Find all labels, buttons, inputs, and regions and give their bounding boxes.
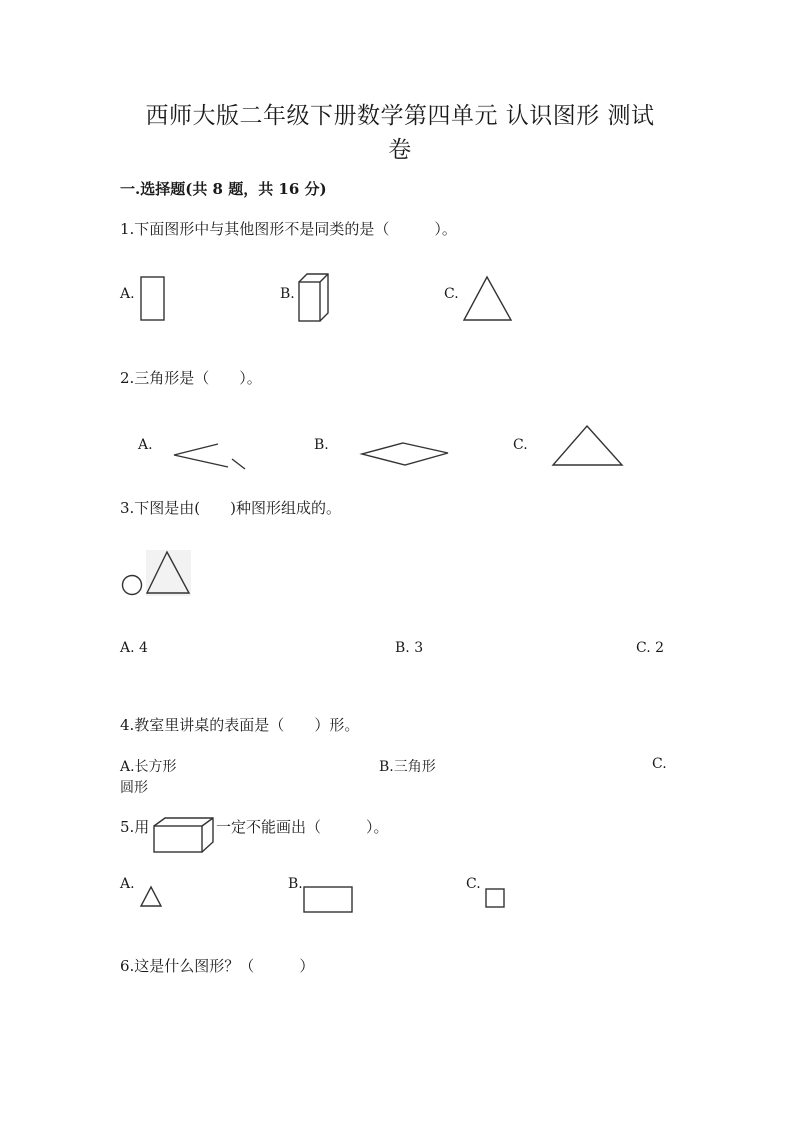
triangle-figure [145,550,191,596]
question-5-prefix: 5.用 [120,818,150,836]
question-2-option-b-label[interactable]: B. [314,437,329,453]
rhombus-figure [360,441,450,467]
page-title-continued: 卷 [388,137,412,163]
cuboid-figure [153,817,215,855]
question-5-suffix: 一定不能画出（ ）。 [216,818,389,836]
open-angle-figure [170,441,248,471]
question-4-text: 4.教室里讲桌的表面是（ ）形。 [120,716,360,734]
question-2-text: 2.三角形是（ ）。 [120,369,262,387]
question-1-option-a-label[interactable]: A. [120,286,135,302]
rectangle-figure [303,886,355,914]
question-5-option-a-label[interactable]: A. [120,876,135,892]
triangle-figure [551,424,625,468]
question-3-option-a-label[interactable]: A. 4 [120,640,148,656]
question-1-text: 1.下面图形中与其他图形不是同类的是（ ）。 [120,220,457,238]
question-4-option-b-label[interactable]: B.三角形 [379,759,436,775]
question-2-option-a-label[interactable]: A. [138,437,153,453]
question-4-option-a-label[interactable]: A.长方形 [120,759,177,775]
question-3-text: 3.下图是由( )种图形组成的。 [120,499,342,517]
page-title: 西师大版二年级下册数学第四单元 认识图形 测试 [145,103,655,129]
triangle-figure [462,275,514,323]
question-3-option-c-label[interactable]: C. 2 [636,640,665,656]
cuboid-figure [297,272,331,324]
question-2-option-c-label[interactable]: C. [513,437,528,453]
question-4-option-c-label[interactable]: C. [652,756,667,772]
small-triangle-figure [140,885,164,909]
question-4-option-c-text: 圆形 [120,780,148,796]
question-1-option-c-label[interactable]: C. [444,286,459,302]
question-1-option-b-label[interactable]: B. [280,286,295,302]
question-3-option-b-label[interactable]: B. 3 [395,640,424,656]
rectangle-figure [140,276,166,322]
question-6-text: 6.这是什么图形？（ ） [120,957,315,975]
section-heading: 一.选择题(共 8 题，共 16 分) [120,180,327,198]
question-5-option-c-label[interactable]: C. [466,876,481,892]
question-5-option-b-label[interactable]: B. [288,876,303,892]
square-figure [485,888,506,909]
circle-figure [121,574,143,596]
